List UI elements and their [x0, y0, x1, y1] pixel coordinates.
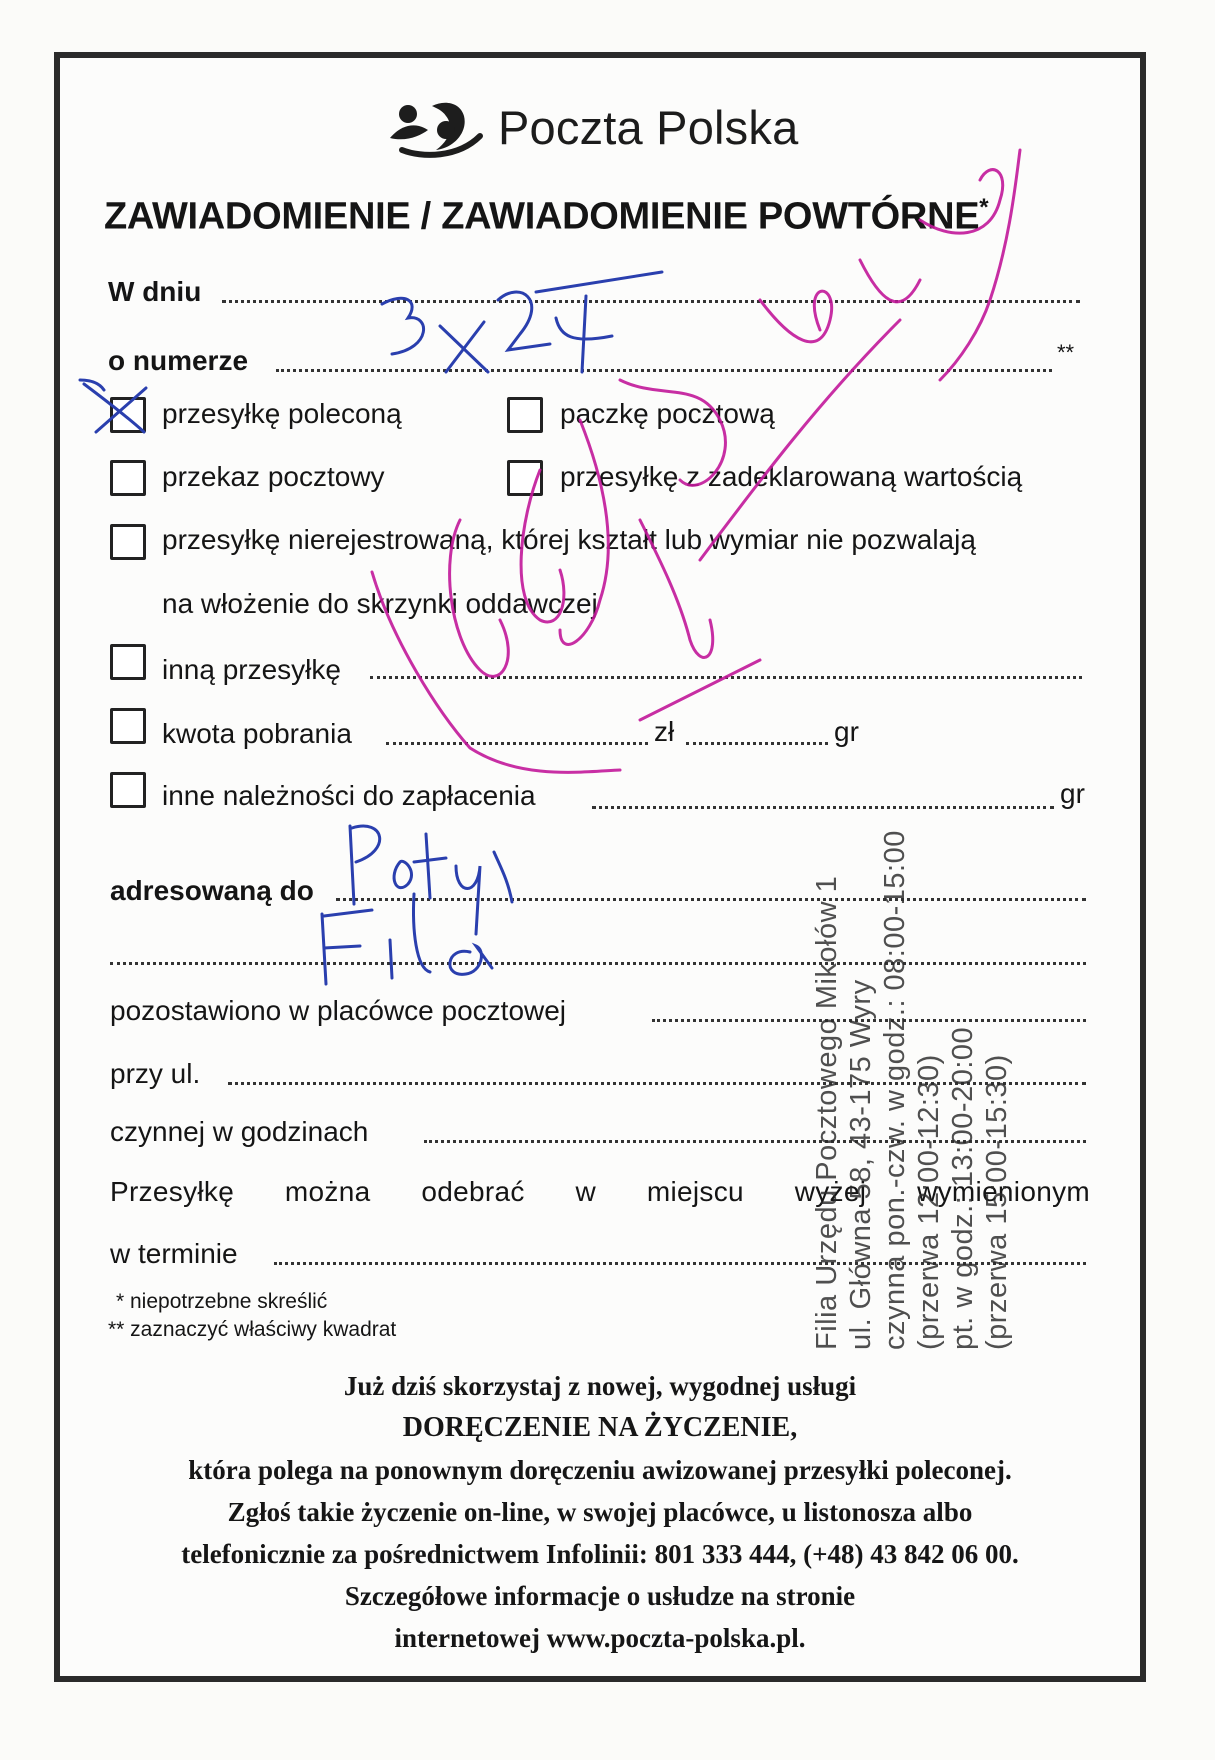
number-label: o numerze	[108, 345, 249, 376]
stamp-line: czynna pon.-czw. w godz.: 08:00-15:00	[879, 830, 911, 1350]
checkbox-label-other-item: inną przesyłkę	[162, 654, 341, 685]
title-footnote-mark: *	[979, 194, 989, 221]
stamp-line: (przerwa 15:00-15:30)	[981, 1054, 1013, 1350]
checkbox-money-order[interactable]	[110, 460, 146, 496]
promo-line: telefonicznie za pośrednictwem Infolinii: 801 333 444, (+48) 43 842 06 00.	[181, 1539, 1019, 1569]
logo-text: Poczta Polska	[498, 100, 799, 154]
addressee-label: adresowaną do	[110, 875, 314, 906]
checkbox-label-declared-value: przesyłkę z zadeklarowaną wartością	[560, 461, 1023, 492]
document-title: ZAWIADOMIENIE / ZAWIADOMIENIE POWTÓRNE*	[104, 194, 989, 238]
checkbox-other-item[interactable]	[110, 644, 146, 680]
other-dues-gr-unit: gr	[1060, 778, 1085, 809]
other-item-field[interactable]	[370, 676, 1082, 679]
checkbox-label-other-dues: inne należności do zapłacenia	[162, 780, 536, 811]
stamp-line: pt. w godz.: 13:00-20:00	[947, 1026, 979, 1350]
checkbox-declared-value[interactable]	[507, 460, 543, 496]
checkbox-cod-amount[interactable]	[110, 708, 146, 744]
checkbox-parcel[interactable]	[507, 397, 543, 433]
stamp-line: ul. Główna 58, 43-175 Wyry	[845, 979, 877, 1350]
cod-gr-unit: gr	[834, 716, 859, 747]
checkbox-other-dues[interactable]	[110, 772, 146, 808]
footnote-2: ** zaznaczyć właściwy kwadrat	[108, 1318, 397, 1341]
checkbox-label-money-order: przekaz pocztowy	[162, 461, 385, 492]
cod-gr-field[interactable]	[686, 742, 828, 745]
promo-line: Zgłoś takie życzenie on-line, w swojej placówce, u listonosza albo	[227, 1497, 973, 1527]
promo-line: która polega na ponownym doręczeniu awizowanej przesyłki poleconej.	[188, 1455, 1012, 1485]
promo-line: Już dziś skorzystaj z nowej, wygodnej usługi	[343, 1371, 857, 1401]
checkbox-label-registered-letter: przesyłkę poleconą	[162, 398, 402, 429]
checkbox-label-unregistered-cont: na włożenie do skrzynki oddawczej	[162, 588, 598, 619]
number-field[interactable]	[276, 369, 1052, 372]
checkbox-label-parcel: paczkę pocztową	[560, 398, 775, 429]
promo-line: internetowej www.poczta-polska.pl.	[394, 1623, 806, 1653]
post-horn-logo-icon	[380, 92, 490, 162]
hours-label: czynnej w godzinach	[110, 1116, 369, 1147]
date-label: W dniu	[108, 276, 202, 307]
date-field[interactable]	[222, 300, 1080, 303]
number-mark: **	[1057, 340, 1075, 365]
cod-zl-field[interactable]	[386, 742, 648, 745]
post-office-label: pozostawiono w placówce pocztowej	[110, 995, 567, 1026]
promo-block	[100, 1365, 1100, 1659]
cod-zl-unit: zł	[654, 716, 675, 747]
footnote-1: * niepotrzebne skreślić	[116, 1290, 328, 1313]
pickup-text: Przesyłkę można odebrać w miejscu wyżej wymienionym	[110, 1176, 1090, 1207]
street-label: przy ul.	[110, 1058, 201, 1089]
promo-line: DORĘCZENIE NA ŻYCZENIE,	[402, 1412, 798, 1443]
promo-line: Szczegółowe informacje o usłudze na stronie	[344, 1581, 856, 1611]
stamp-line: Filia Urzędu Pocztowego Mikołów 1	[811, 875, 843, 1350]
deadline-label: w terminie	[110, 1238, 238, 1269]
logo	[380, 92, 798, 162]
checkbox-label-unregistered: przesyłkę nierejestrowaną, której kształt lub wymiar nie pozwalają	[162, 524, 976, 555]
checkbox-label-cod-amount: kwota pobrania	[162, 718, 352, 749]
checkbox-unregistered[interactable]	[110, 524, 146, 560]
checkbox-registered-letter[interactable]	[110, 397, 146, 433]
post-office-stamp	[810, 740, 1014, 1350]
stamp-line: (przerwa 12:00-12:30)	[913, 1054, 945, 1350]
